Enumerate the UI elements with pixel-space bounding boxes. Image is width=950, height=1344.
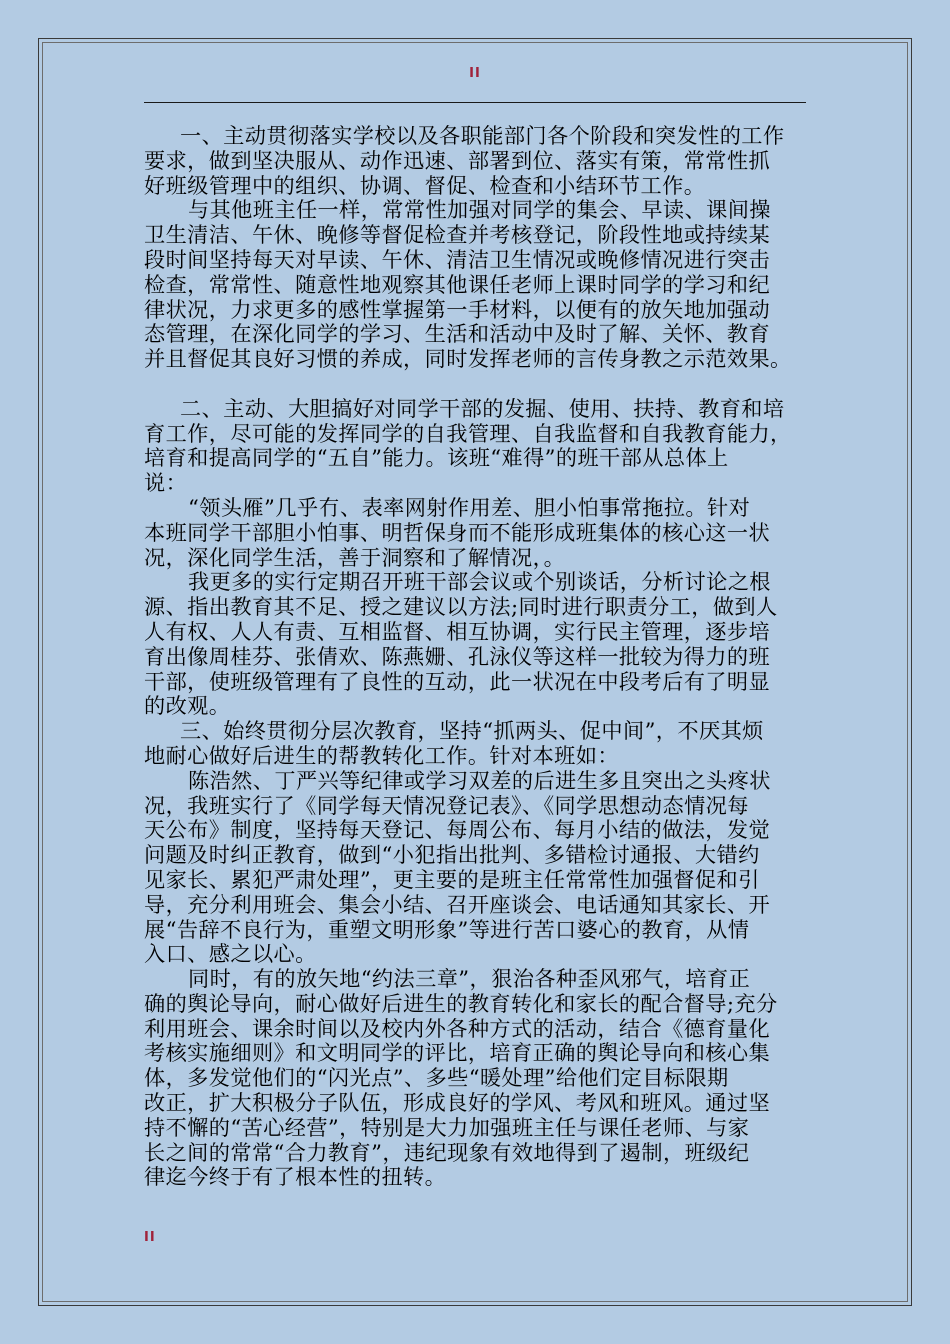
section-2-line: 说： bbox=[144, 470, 188, 496]
section-1-line: 好班级管理中的组织、协调、督促、检查和小结环节工作。 bbox=[144, 172, 706, 198]
paragraph-line: 育出像周桂芬、张倩欢、陈燕姗、孔泳仪等这样一批较为得力的班 bbox=[144, 643, 771, 669]
paragraph-line: 与其他班主任一样，常常性加强对同学的集会、早读、课间操 bbox=[188, 197, 771, 223]
section-1-line: 要求，做到坚决服从、动作迅速、部署到位、落实有策，常常性抓 bbox=[144, 147, 771, 173]
paragraph-line: 的改观。 bbox=[144, 693, 231, 719]
paragraph-line: 段时间坚持每天对早读、午休、清洁卫生情况或晚修情况进行突击 bbox=[144, 246, 771, 272]
paragraph-line: 同时，有的放矢地“约法三章”，狠治各种歪风邪气，培育正 bbox=[188, 966, 751, 992]
paragraph-line: 律状况，力求更多的感性掌握第一手材料，以便有的放矢地加强动 bbox=[144, 296, 771, 322]
paragraph-line: 陈浩然、丁严兴等纪律或学习双差的后进生多且突出之头疼状 bbox=[188, 767, 771, 793]
paragraph-line: 考核实施细则》和文明同学的评比，培育正确的舆论导向和核心集 bbox=[144, 1040, 771, 1066]
section-3-line: 地耐心做好后进生的帮教转化工作。针对本班如： bbox=[144, 742, 619, 768]
paragraph-line: 卫生清洁、午休、晚修等督促检查并考核登记，阶段性地或持续某 bbox=[144, 222, 771, 248]
section-2-line: 二、主动、大胆搞好对同学干部的发掘、使用、扶持、教育和培 bbox=[180, 395, 785, 421]
paragraph-line: 况，深化同学生活，善于洞察和了解情况，。 bbox=[144, 544, 566, 570]
paragraph-line: 见家长、累犯严肃处理”，更主要的是班主任常常性加强督促和引 bbox=[144, 866, 760, 892]
footer-mark: II bbox=[144, 1230, 156, 1245]
paragraph-line: 我更多的实行定期召开班干部会议或个别谈话，分析讨论之根 bbox=[188, 569, 771, 595]
paragraph-line: 问题及时纠正教育，做到“小犯指出批判、多错检讨通报、大错约 bbox=[144, 842, 760, 868]
paragraph-line: 态管理，在深化同学的学习、生活和活动中及时了解、关怀、教育 bbox=[144, 321, 771, 347]
section-2-line: 育工作，尽可能的发挥同学的自我管理、自我监督和自我教育能力， bbox=[144, 420, 792, 446]
paragraph-line: 入口、感之以心。 bbox=[144, 941, 317, 967]
paragraph-line: 利用班会、课余时间以及校内外各种方式的活动，结合《德育量化 bbox=[144, 1015, 771, 1041]
header-divider bbox=[144, 102, 806, 103]
paragraph-line: 源、指出教育其不足、授之建议以方法;同时进行职责分工，做到人 bbox=[144, 594, 778, 620]
paragraph-gap bbox=[144, 372, 820, 397]
paragraph-line: 人有权、人人有责、互相监督、相互协调，实行民主管理，逐步培 bbox=[144, 618, 771, 644]
paragraph-line: 长之间的常常“合力教育”，违纪现象有效地得到了遏制，班级纪 bbox=[144, 1139, 750, 1165]
paragraph-line: 确的舆论导向，耐心做好后进生的教育转化和家长的配合督导;充分 bbox=[144, 990, 778, 1016]
paragraph-line: 展“告辞不良行为，重塑文明形象”等进行苦口婆心的教育，从情 bbox=[144, 916, 750, 942]
paragraph-line: 持不懈的“苦心经营”，特别是大力加强班主任与课任老师、与家 bbox=[144, 1114, 750, 1140]
section-2-line: 培育和提高同学的“五自”能力。该班“难得”的班干部从总体上 bbox=[144, 445, 729, 471]
section-3-line: 三、始终贯彻分层次教育，坚持“抓两头、促中间”，不厌其烦 bbox=[180, 718, 764, 744]
paragraph-line: 干部，使班级管理有了良性的互动，此一状况在中段考后有了明显 bbox=[144, 668, 771, 694]
header-mark: II bbox=[469, 66, 481, 81]
section-1-line: 一、主动贯彻落实学校以及各职能部门各个阶段和突发性的工作 bbox=[180, 123, 785, 148]
paragraph-line: 并且督促其良好习惯的养成，同时发挥老师的言传身教之示范效果。 bbox=[144, 346, 792, 372]
paragraph-line: 况，我班实行了《同学每天情况登记表》、《同学思想动态情况每 bbox=[144, 792, 749, 818]
paragraph-line: 天公布》制度，坚持每天登记、每周公布、每月小结的做法，发觉 bbox=[144, 817, 771, 843]
paragraph-line: 改正，扩大积极分子队伍，形成良好的学风、考风和班风。通过坚 bbox=[144, 1090, 771, 1116]
paragraph-line: “领头雁”几乎冇、表率网射作用差、胆小怕事常拖拉。针对 bbox=[188, 494, 751, 520]
paragraph-line: 本班同学干部胆小怕事、明哲保身而不能形成班集体的核心这一状 bbox=[144, 519, 771, 545]
paragraph-line: 导，充分利用班会、集会小结、召开座谈会、电话通知其家长、开 bbox=[144, 891, 771, 917]
document-body bbox=[144, 124, 820, 1190]
paragraph-line: 体，多发觉他们的“闪光点”、多些“暖处理”给他们定目标限期 bbox=[144, 1065, 729, 1091]
paragraph-line: 检查，常常性、随意性地观察其他课任老师上课时同学的学习和纪 bbox=[144, 271, 771, 297]
paragraph-line: 律迄今终于有了根本性的扭转。 bbox=[144, 1164, 447, 1190]
